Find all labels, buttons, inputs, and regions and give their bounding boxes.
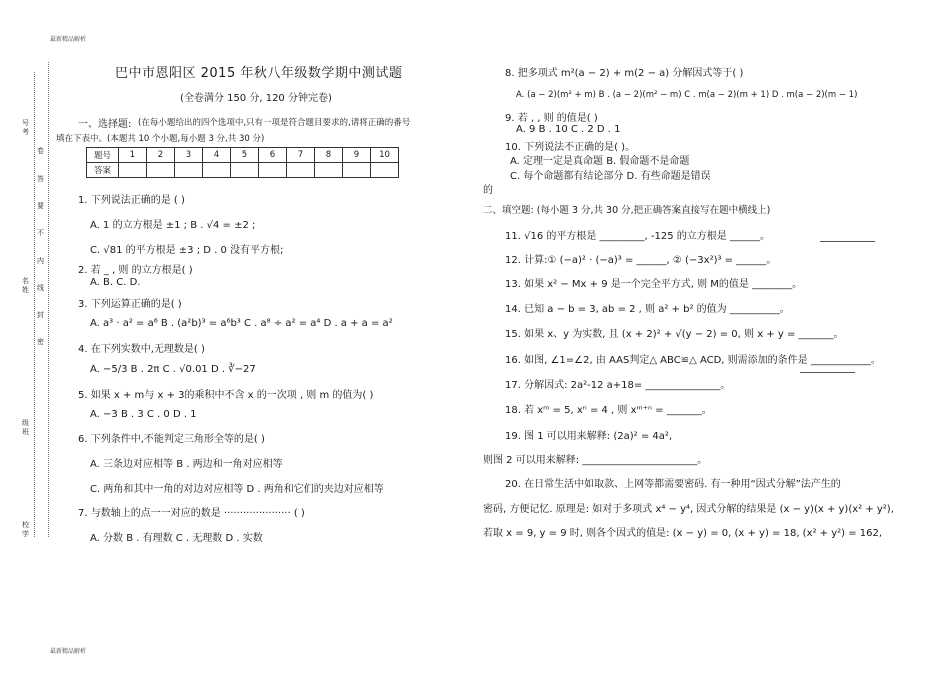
page-title: 巴中市恩阳区 2015 年秋八年级数学期中测试题 [115, 66, 403, 81]
question-4-options: A. −5/3 B . 2π C . √0.01 D . ∛−27 [90, 364, 256, 375]
question-8-options: A. (a − 2)(m² + m) B . (a − 2)(m² − m) C . m(a − 2)(m + 1) D . m(a − 2)(m − 1) [516, 90, 858, 100]
table-cell-number: 10 [371, 148, 399, 163]
margin-label-yao: 要 [37, 202, 44, 210]
question-10: 10. 下列说法不正确的是( )。 [505, 142, 636, 153]
margin-label-xian: 线 [37, 284, 44, 292]
question-9: 9. 若 , , 则 的值是( ) [505, 113, 598, 124]
answer-cell[interactable] [259, 163, 287, 178]
question-20-line-2: 密码, 方便记忆. 原理是: 如对于多项式 x⁴ − y⁴, 因式分解的结果是 (x − y)(x + y)(x² + y²), [483, 504, 894, 515]
margin-label-feng: 封 [37, 311, 44, 319]
question-7-options: A. 分数 B . 有理数 C . 无理数 D . 实数 [90, 533, 263, 544]
question-1-options-cd: C. √81 的平方根是 ±3 ; D . 0 没有平方根; [90, 245, 284, 256]
question-18[interactable]: 18. 若 xᵐ = 5, xⁿ = 4 , 则 xᵐ⁺ⁿ = _______。 [505, 405, 712, 416]
footer-watermark: 最新精品解析 [50, 648, 87, 655]
table-cell-number: 8 [315, 148, 343, 163]
margin-label-bu: 不 [37, 229, 44, 237]
question-5-options: A. −3 B . 3 C . 0 D . 1 [90, 409, 197, 420]
question-11[interactable]: 11. √16 的平方根是 _________, -125 的立方根是 ______。 [505, 231, 770, 242]
section1-note-2: 填在下表中。(本题共 10 个小题,每小题 3 分,共 30 分) [56, 134, 265, 144]
question-1-options-ab: A. 1 的立方根是 ±1 ; B . √4 = ±2 ; [90, 220, 256, 231]
question-5: 5. 如果 x + m与 x + 3的乘积中不含 x 的一次项 , 则 m 的值为( ) [78, 390, 374, 401]
question-20-line-3: 若取 x = 9, y = 9 时, 则各个因式的值是: (x − y) = 0, (x + y) = 18, (x² + y²) = 162, [483, 528, 883, 539]
question-2-options: A. B. C. D. [90, 277, 141, 288]
question-3-options: A. a³ · a² = a⁶ B . (a²b)³ = a⁶b³ C . a⁸ ÷ a² = a⁴ D . a + a = a² [90, 318, 393, 329]
question-13[interactable]: 13. 如果 x² − Mx + 9 是一个完全平方式, 则 M的值是 ________。 [505, 279, 803, 290]
section1-heading: 一、选择题: [78, 119, 132, 130]
question-7: 7. 与数轴上的点一一对应的数是 ····················· ( ) [78, 508, 305, 519]
answer-cell[interactable] [175, 163, 203, 178]
question-6-options-cd: C. 两角和其中一角的对边对应相等 D . 两角和它们的夹边对应相等 [90, 484, 384, 495]
section2-heading: 二、填空题: (每小题 3 分,共 30 分,把正确答案直接写在题中横线上) [483, 205, 771, 216]
header-watermark: 最新精品解析 [50, 36, 87, 43]
section1-note: (在每小题给出的四个选项中,只有一项是符合题目要求的,请将正确的番号 [138, 118, 411, 128]
answer-cell[interactable] [315, 163, 343, 178]
margin-label-juan: 卷 [37, 147, 44, 155]
question-9-options: A. 9 B . 10 C . 2 D . 1 [516, 124, 621, 135]
margin-label-ji: 级 [22, 419, 29, 427]
question-12[interactable]: 12. 计算:① (−a)² · (−a)³ = ______, ② (−3x²)³ = ______。 [505, 255, 777, 266]
answer-table-number-row [87, 148, 399, 163]
stray-rule-2 [800, 372, 855, 373]
binding-margin-line [48, 62, 49, 537]
answer-cell[interactable] [343, 163, 371, 178]
stray-rule [820, 241, 875, 242]
question-17[interactable]: 17. 分解因式: 2a²-12 a+18= _______________。 [505, 380, 731, 391]
question-14[interactable]: 14. 已知 a − b = 3, ab = 2 , 则 a² + b² 的值为 __________。 [505, 304, 790, 315]
margin-label-ban: 班 [22, 428, 29, 436]
question-6-options-ab: A. 三条边对应相等 B . 两边和一角对应相等 [90, 459, 283, 470]
margin-label-xiao: 校 [22, 521, 29, 529]
answer-cell[interactable] [287, 163, 315, 178]
table-cell-number: 9 [343, 148, 371, 163]
margin-label-da: 答 [37, 175, 44, 183]
question-2: 2. 若 _ , 则 的立方根是( ) [78, 265, 193, 276]
margin-label-hao: 号 [22, 119, 29, 127]
question-10-options-ab: A. 定理一定是真命题 B. 假命题不是命题 [510, 156, 690, 167]
table-cell-number: 2 [147, 148, 175, 163]
answer-table [86, 147, 399, 178]
table-cell-number: 5 [231, 148, 259, 163]
margin-label-xue: 学 [22, 530, 29, 538]
question-1: 1. 下列说法正确的是 ( ) [78, 195, 185, 206]
answer-cell[interactable] [371, 163, 399, 178]
table-cell-number: 4 [203, 148, 231, 163]
question-15[interactable]: 15. 如果 x、y 为实数, 且 (x + 2)² + √(y − 2) = 0, 则 x + y = _______。 [505, 329, 844, 340]
page-subtitle: (全卷满分 150 分, 120 分钟完卷) [180, 93, 332, 104]
margin-label-mi: 密 [37, 338, 44, 346]
question-10-tail: 的 [483, 185, 493, 196]
answer-table-answer-row [87, 163, 399, 178]
question-10-options-cd: C. 每个命题都有结论部分 D. 有些命题是错误 [510, 171, 711, 182]
margin-label-xing: 姓 [22, 286, 29, 294]
question-16[interactable]: 16. 如图, ∠1=∠2, 由 AAS判定△ ABC≌△ ACD, 则需添加的条件是 ____________。 [505, 355, 881, 366]
question-19: 19. 图 1 可以用来解释: (2a)² = 4a², [505, 431, 673, 442]
question-4: 4. 在下列实数中,无理数是( ) [78, 344, 205, 355]
question-6: 6. 下列条件中,不能判定三角形全等的是( ) [78, 434, 265, 445]
table-cell-number: 1 [119, 148, 147, 163]
table-cell-number: 7 [287, 148, 315, 163]
binding-margin-line-2 [34, 72, 35, 537]
table-row-label: 答案 [87, 163, 119, 178]
question-8: 8. 把多项式 m²(a − 2) + m(2 − a) 分解因式等于( ) [505, 68, 744, 79]
margin-label-nei: 内 [37, 257, 44, 265]
question-20: 20. 在日常生活中如取款、上网等都需要密码. 有一种用“因式分解”法产生的 [505, 479, 841, 490]
question-3: 3. 下列运算正确的是( ) [78, 299, 182, 310]
table-row-label: 题号 [87, 148, 119, 163]
answer-cell[interactable] [203, 163, 231, 178]
table-cell-number: 3 [175, 148, 203, 163]
margin-label-kao: 考 [22, 128, 29, 136]
answer-cell[interactable] [231, 163, 259, 178]
answer-cell[interactable] [119, 163, 147, 178]
table-cell-number: 6 [259, 148, 287, 163]
answer-cell[interactable] [147, 163, 175, 178]
margin-label-ming: 名 [22, 277, 29, 285]
question-19-line-2[interactable]: 则图 2 可以用来解释: _______________________。 [483, 455, 708, 466]
